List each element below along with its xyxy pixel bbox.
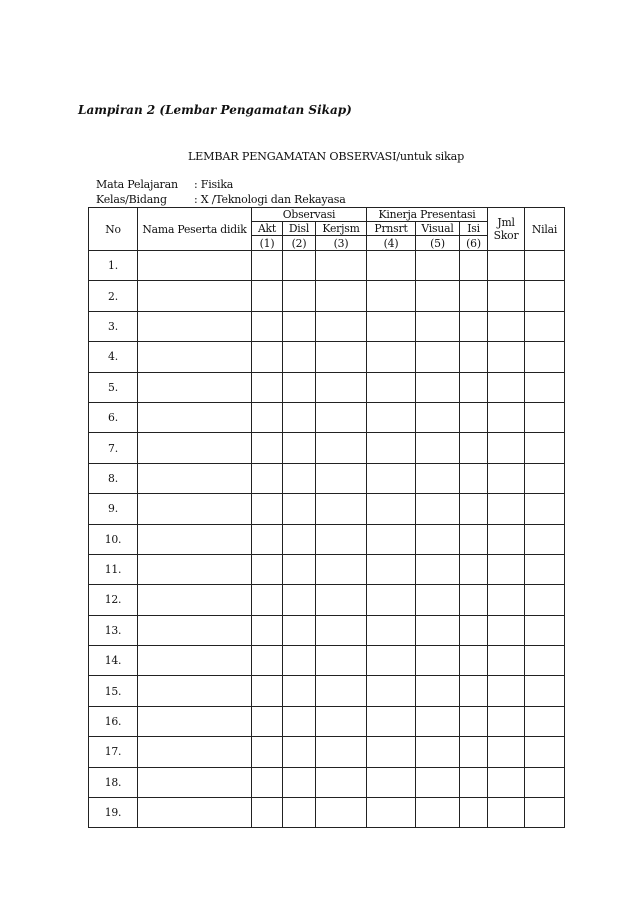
observation-table	[88, 207, 565, 828]
empty-cell[interactable]	[316, 372, 367, 402]
empty-cell[interactable]	[416, 494, 460, 524]
empty-cell[interactable]	[252, 585, 283, 615]
empty-cell[interactable]	[316, 798, 367, 828]
empty-cell[interactable]	[138, 585, 252, 615]
empty-cell[interactable]	[283, 737, 316, 767]
empty-cell[interactable]	[316, 342, 367, 372]
row-number: 19.	[89, 798, 138, 828]
empty-cell[interactable]	[316, 615, 367, 645]
empty-cell[interactable]	[316, 311, 367, 341]
empty-cell[interactable]	[316, 676, 367, 706]
empty-cell[interactable]	[283, 646, 316, 676]
row-number: 2.	[89, 281, 138, 311]
empty-cell[interactable]	[138, 646, 252, 676]
subheader-number: (3)	[316, 236, 367, 251]
empty-cell[interactable]	[138, 615, 252, 645]
empty-cell[interactable]	[283, 372, 316, 402]
table-row	[89, 646, 565, 676]
empty-cell[interactable]	[138, 494, 252, 524]
row-number: 15.	[89, 676, 138, 706]
empty-cell[interactable]	[138, 402, 252, 432]
empty-cell[interactable]	[525, 554, 565, 584]
empty-cell[interactable]	[252, 463, 283, 493]
empty-cell[interactable]	[252, 402, 283, 432]
empty-cell[interactable]	[283, 463, 316, 493]
table-row	[89, 433, 565, 463]
form-title: LEMBAR PENGAMATAN OBSERVASI/untuk sikap	[187, 150, 465, 163]
empty-cell[interactable]	[252, 706, 283, 736]
empty-cell[interactable]	[416, 737, 460, 767]
empty-cell[interactable]	[488, 646, 525, 676]
row-number: 16.	[89, 706, 138, 736]
subheader-number: (4)	[367, 236, 416, 251]
empty-cell[interactable]	[283, 281, 316, 311]
empty-cell[interactable]	[138, 251, 252, 281]
empty-cell[interactable]	[460, 524, 488, 554]
empty-cell[interactable]	[525, 615, 565, 645]
empty-cell[interactable]	[316, 251, 367, 281]
empty-cell[interactable]	[138, 798, 252, 828]
empty-cell[interactable]	[525, 463, 565, 493]
empty-cell[interactable]	[252, 494, 283, 524]
empty-cell[interactable]	[416, 433, 460, 463]
empty-cell[interactable]	[525, 706, 565, 736]
empty-cell[interactable]	[460, 311, 488, 341]
empty-cell[interactable]	[138, 281, 252, 311]
table-row	[89, 311, 565, 341]
empty-cell[interactable]	[367, 281, 416, 311]
empty-cell[interactable]	[316, 281, 367, 311]
empty-cell[interactable]	[367, 706, 416, 736]
empty-cell[interactable]	[138, 554, 252, 584]
empty-cell[interactable]	[488, 798, 525, 828]
row-number: 14.	[89, 646, 138, 676]
row-number: 7.	[89, 433, 138, 463]
empty-cell[interactable]	[525, 251, 565, 281]
empty-cell[interactable]	[367, 585, 416, 615]
row-number: 12.	[89, 585, 138, 615]
empty-cell[interactable]	[460, 433, 488, 463]
empty-cell[interactable]	[460, 342, 488, 372]
table-row	[89, 737, 565, 767]
empty-cell[interactable]	[367, 737, 416, 767]
empty-cell[interactable]	[416, 311, 460, 341]
empty-cell[interactable]	[283, 798, 316, 828]
empty-cell[interactable]	[416, 615, 460, 645]
empty-cell[interactable]	[252, 737, 283, 767]
empty-cell[interactable]	[460, 372, 488, 402]
header-total-score: Jml Skor	[488, 208, 525, 251]
meta-subject-label: Mata Pelajaran	[96, 178, 178, 191]
empty-cell[interactable]	[283, 524, 316, 554]
table-row	[89, 554, 565, 584]
empty-cell[interactable]	[488, 433, 525, 463]
meta-class	[96, 193, 346, 206]
empty-cell[interactable]	[252, 372, 283, 402]
table-row	[89, 251, 565, 281]
subheader-disl: Disl	[283, 222, 316, 236]
empty-cell[interactable]	[488, 676, 525, 706]
header-no: No	[89, 208, 138, 251]
empty-cell[interactable]	[252, 798, 283, 828]
empty-cell[interactable]	[316, 706, 367, 736]
empty-cell[interactable]	[316, 402, 367, 432]
empty-cell[interactable]	[488, 767, 525, 797]
empty-cell[interactable]	[316, 524, 367, 554]
empty-cell[interactable]	[488, 281, 525, 311]
empty-cell[interactable]	[416, 554, 460, 584]
empty-cell[interactable]	[416, 767, 460, 797]
empty-cell[interactable]	[283, 767, 316, 797]
empty-cell[interactable]	[316, 646, 367, 676]
header-grade: Nilai	[525, 208, 565, 251]
row-number: 10.	[89, 524, 138, 554]
subheader-number: (2)	[283, 236, 316, 251]
empty-cell[interactable]	[416, 342, 460, 372]
empty-cell[interactable]	[525, 737, 565, 767]
empty-cell[interactable]	[367, 524, 416, 554]
empty-cell[interactable]	[367, 615, 416, 645]
empty-cell[interactable]	[316, 767, 367, 797]
subheader-kerjsm: Kerjsm	[316, 222, 367, 236]
header-student-name: Nama Peserta didik	[138, 208, 252, 251]
empty-cell[interactable]	[460, 615, 488, 645]
empty-cell[interactable]	[367, 433, 416, 463]
empty-cell[interactable]	[283, 706, 316, 736]
empty-cell[interactable]	[460, 767, 488, 797]
empty-cell[interactable]	[525, 342, 565, 372]
row-number: 3.	[89, 311, 138, 341]
empty-cell[interactable]	[283, 554, 316, 584]
empty-cell[interactable]	[525, 433, 565, 463]
row-number: 1.	[89, 251, 138, 281]
empty-cell[interactable]	[367, 767, 416, 797]
empty-cell[interactable]	[283, 676, 316, 706]
empty-cell[interactable]	[416, 676, 460, 706]
table-row	[89, 372, 565, 402]
empty-cell[interactable]	[252, 311, 283, 341]
header-presentation: Kinerja Presentasi	[367, 208, 488, 222]
empty-cell[interactable]	[367, 646, 416, 676]
empty-cell[interactable]	[460, 646, 488, 676]
empty-cell[interactable]	[460, 706, 488, 736]
empty-cell[interactable]	[283, 494, 316, 524]
empty-cell[interactable]	[138, 311, 252, 341]
empty-cell[interactable]	[283, 433, 316, 463]
meta-class-value: : X /Teknologi dan Rekayasa	[194, 193, 346, 206]
empty-cell[interactable]	[252, 433, 283, 463]
empty-cell[interactable]	[283, 251, 316, 281]
empty-cell[interactable]	[252, 676, 283, 706]
empty-cell[interactable]	[488, 372, 525, 402]
empty-cell[interactable]	[283, 585, 316, 615]
empty-cell[interactable]	[316, 433, 367, 463]
empty-cell[interactable]	[488, 342, 525, 372]
empty-cell[interactable]	[525, 372, 565, 402]
subheader-visual: Visual	[416, 222, 460, 236]
empty-cell[interactable]	[488, 585, 525, 615]
empty-cell[interactable]	[367, 342, 416, 372]
empty-cell[interactable]	[488, 251, 525, 281]
empty-cell[interactable]	[488, 554, 525, 584]
empty-cell[interactable]	[488, 494, 525, 524]
table-row	[89, 463, 565, 493]
empty-cell[interactable]	[525, 798, 565, 828]
row-number: 6.	[89, 402, 138, 432]
subheader-number: (1)	[252, 236, 283, 251]
empty-cell[interactable]	[488, 706, 525, 736]
empty-cell[interactable]	[525, 767, 565, 797]
empty-cell[interactable]	[252, 281, 283, 311]
empty-cell[interactable]	[416, 585, 460, 615]
empty-cell[interactable]	[525, 646, 565, 676]
header-observation: Observasi	[252, 208, 367, 222]
empty-cell[interactable]	[283, 615, 316, 645]
subheader-number: (5)	[416, 236, 460, 251]
empty-cell[interactable]	[416, 372, 460, 402]
empty-cell[interactable]	[283, 342, 316, 372]
empty-cell[interactable]	[316, 494, 367, 524]
empty-cell[interactable]	[252, 615, 283, 645]
row-number: 4.	[89, 342, 138, 372]
empty-cell[interactable]	[283, 402, 316, 432]
empty-cell[interactable]	[367, 676, 416, 706]
empty-cell[interactable]	[367, 311, 416, 341]
empty-cell[interactable]	[316, 554, 367, 584]
empty-cell[interactable]	[138, 737, 252, 767]
meta-subject	[96, 178, 233, 191]
table-row	[89, 281, 565, 311]
empty-cell[interactable]	[460, 798, 488, 828]
empty-cell[interactable]	[416, 798, 460, 828]
empty-cell[interactable]	[138, 342, 252, 372]
empty-cell[interactable]	[252, 524, 283, 554]
empty-cell[interactable]	[525, 281, 565, 311]
empty-cell[interactable]	[367, 554, 416, 584]
empty-cell[interactable]	[138, 767, 252, 797]
empty-cell[interactable]	[525, 524, 565, 554]
empty-cell[interactable]	[416, 281, 460, 311]
table-row	[89, 402, 565, 432]
empty-cell[interactable]	[138, 676, 252, 706]
row-number: 13.	[89, 615, 138, 645]
empty-cell[interactable]	[488, 615, 525, 645]
empty-cell[interactable]	[525, 494, 565, 524]
row-number: 11.	[89, 554, 138, 584]
empty-cell[interactable]	[416, 524, 460, 554]
subheader-number: (6)	[460, 236, 488, 251]
row-number: 17.	[89, 737, 138, 767]
empty-cell[interactable]	[367, 798, 416, 828]
empty-cell[interactable]	[367, 463, 416, 493]
empty-cell[interactable]	[488, 463, 525, 493]
appendix-heading: Lampiran 2 (Lembar Pengamatan Sikap)	[78, 103, 352, 117]
empty-cell[interactable]	[460, 402, 488, 432]
empty-cell[interactable]	[416, 706, 460, 736]
empty-cell[interactable]	[416, 251, 460, 281]
empty-cell[interactable]	[316, 737, 367, 767]
subheader-akt: Akt	[252, 222, 283, 236]
empty-cell[interactable]	[525, 585, 565, 615]
subheader-isi: Isi	[460, 222, 488, 236]
table-row	[89, 524, 565, 554]
row-number: 9.	[89, 494, 138, 524]
empty-cell[interactable]	[138, 372, 252, 402]
table-row	[89, 494, 565, 524]
empty-cell[interactable]	[367, 402, 416, 432]
table-row	[89, 615, 565, 645]
table-row	[89, 342, 565, 372]
empty-cell[interactable]	[460, 737, 488, 767]
empty-cell[interactable]	[488, 524, 525, 554]
empty-cell[interactable]	[252, 646, 283, 676]
empty-cell[interactable]	[488, 737, 525, 767]
row-number: 8.	[89, 463, 138, 493]
empty-cell[interactable]	[525, 311, 565, 341]
empty-cell[interactable]	[138, 524, 252, 554]
empty-cell[interactable]	[367, 372, 416, 402]
empty-cell[interactable]	[460, 463, 488, 493]
empty-cell[interactable]	[283, 311, 316, 341]
empty-cell[interactable]	[252, 251, 283, 281]
meta-class-label: Kelas/Bidang	[96, 193, 167, 206]
empty-cell[interactable]	[460, 676, 488, 706]
empty-cell[interactable]	[138, 433, 252, 463]
empty-cell[interactable]	[316, 585, 367, 615]
empty-cell[interactable]	[525, 402, 565, 432]
empty-cell[interactable]	[367, 494, 416, 524]
empty-cell[interactable]	[138, 706, 252, 736]
empty-cell[interactable]	[460, 585, 488, 615]
table-row	[89, 585, 565, 615]
empty-cell[interactable]	[416, 402, 460, 432]
empty-cell[interactable]	[525, 676, 565, 706]
table-row	[89, 767, 565, 797]
subheader-prnsrt: Prnsrt	[367, 222, 416, 236]
empty-cell[interactable]	[416, 646, 460, 676]
empty-cell[interactable]	[488, 402, 525, 432]
empty-cell[interactable]	[316, 463, 367, 493]
empty-cell[interactable]	[252, 554, 283, 584]
meta-subject-value: : Fisika	[194, 178, 234, 191]
empty-cell[interactable]	[460, 281, 488, 311]
table-row	[89, 798, 565, 828]
table-row	[89, 706, 565, 736]
row-number: 5.	[89, 372, 138, 402]
row-number: 18.	[89, 767, 138, 797]
empty-cell[interactable]	[367, 251, 416, 281]
empty-cell[interactable]	[460, 494, 488, 524]
empty-cell[interactable]	[460, 554, 488, 584]
empty-cell[interactable]	[138, 463, 252, 493]
empty-cell[interactable]	[488, 311, 525, 341]
table-row	[89, 676, 565, 706]
empty-cell[interactable]	[416, 463, 460, 493]
empty-cell[interactable]	[252, 342, 283, 372]
empty-cell[interactable]	[252, 767, 283, 797]
empty-cell[interactable]	[460, 251, 488, 281]
